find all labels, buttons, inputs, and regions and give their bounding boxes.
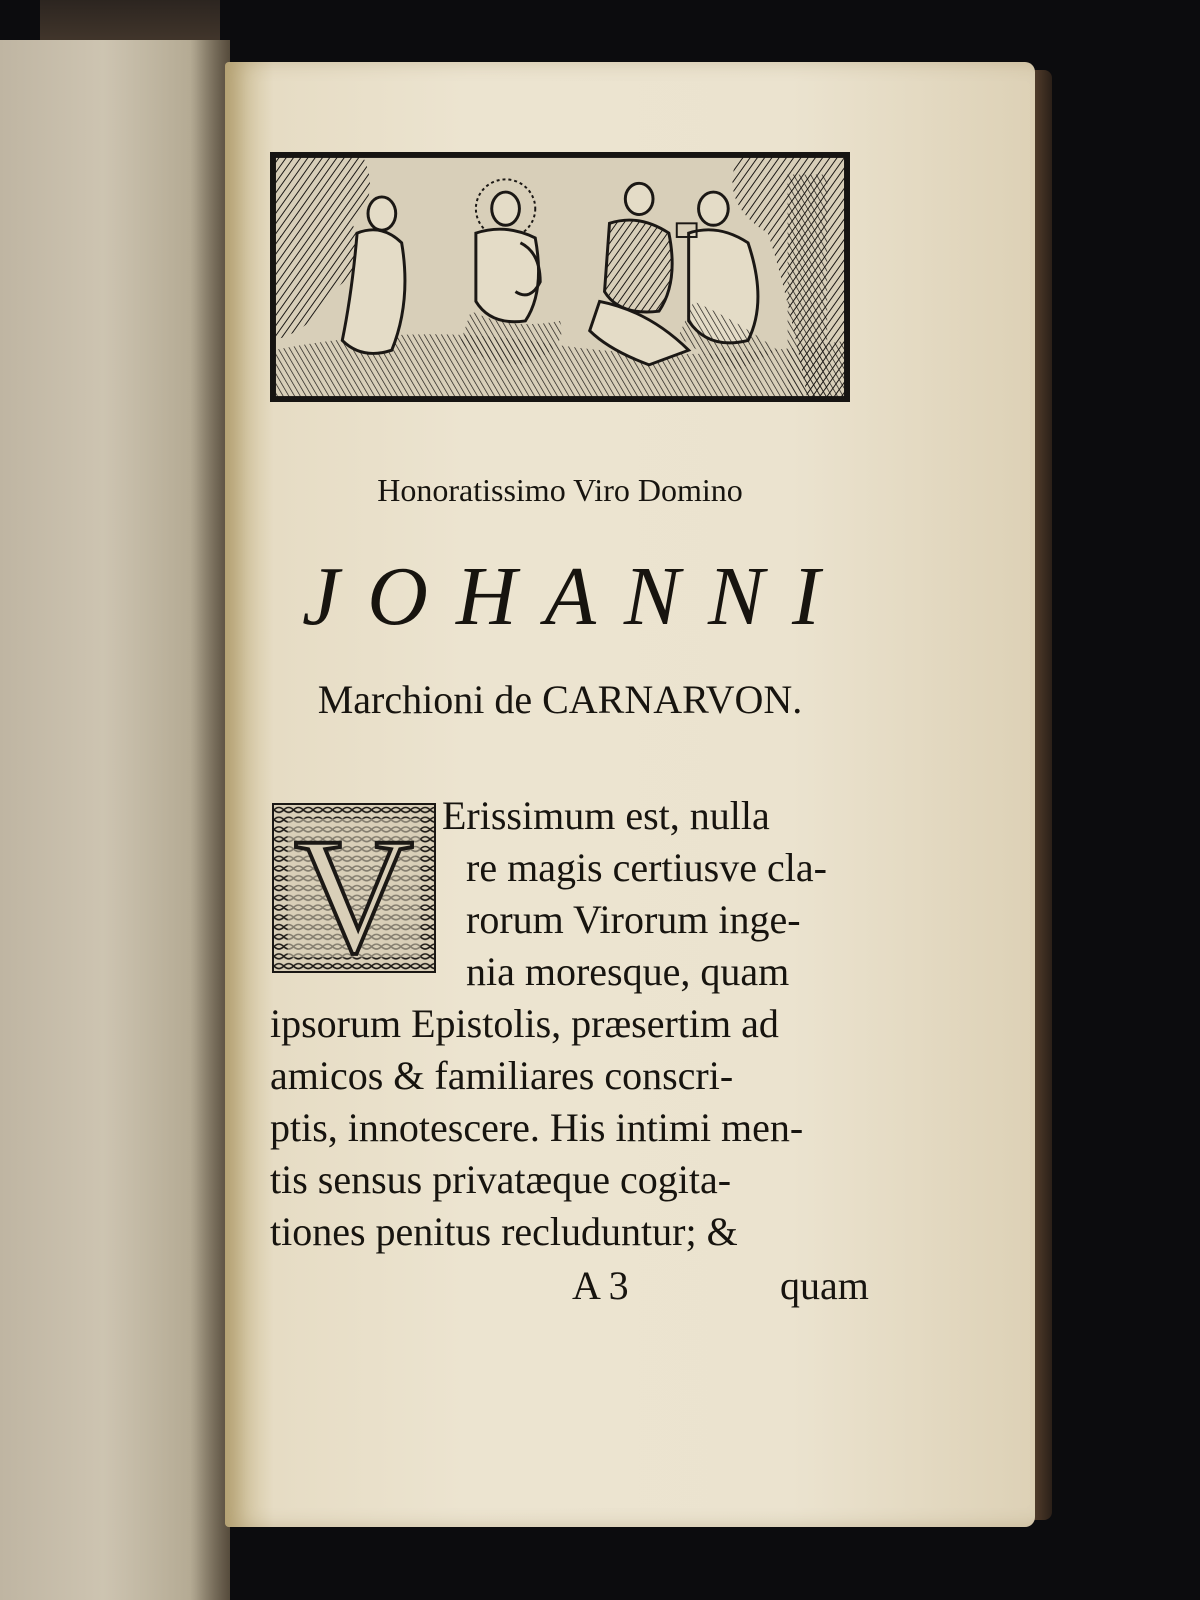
woodcut-headpiece-illustration xyxy=(270,152,850,402)
text-line-3: rorum Virorum inge- xyxy=(466,897,801,942)
text-line-2: re magis certiusve cla- xyxy=(466,845,827,890)
text-line-5: ipsorum Epistolis, præsertim ad xyxy=(270,1001,779,1046)
text-line-9: tiones penitus recluduntur; & xyxy=(270,1209,738,1254)
text-line-7: ptis, innotescere. His intimi men- xyxy=(270,1105,804,1150)
text-line-4: nia moresque, quam xyxy=(466,949,790,994)
dedicatee-name: JOHANNI xyxy=(302,550,848,643)
signature-mark: A 3 xyxy=(572,1263,629,1308)
text-line-6: amicos & familiares conscri- xyxy=(270,1053,734,1098)
left-page xyxy=(0,40,230,1600)
dedication-heading: Honoratissimo Viro Domino xyxy=(377,472,743,508)
drop-cap-letter: V xyxy=(294,805,414,971)
text-line-1: Erissimum est, nulla xyxy=(442,793,770,838)
ornamental-initial-v xyxy=(272,803,436,973)
text-line-8: tis sensus privatæque cogita- xyxy=(270,1157,732,1202)
spine-shadow xyxy=(190,40,230,1600)
dedicatee-title: Marchioni de CARNARVON. xyxy=(317,677,803,722)
catchword: quam xyxy=(780,1263,869,1308)
